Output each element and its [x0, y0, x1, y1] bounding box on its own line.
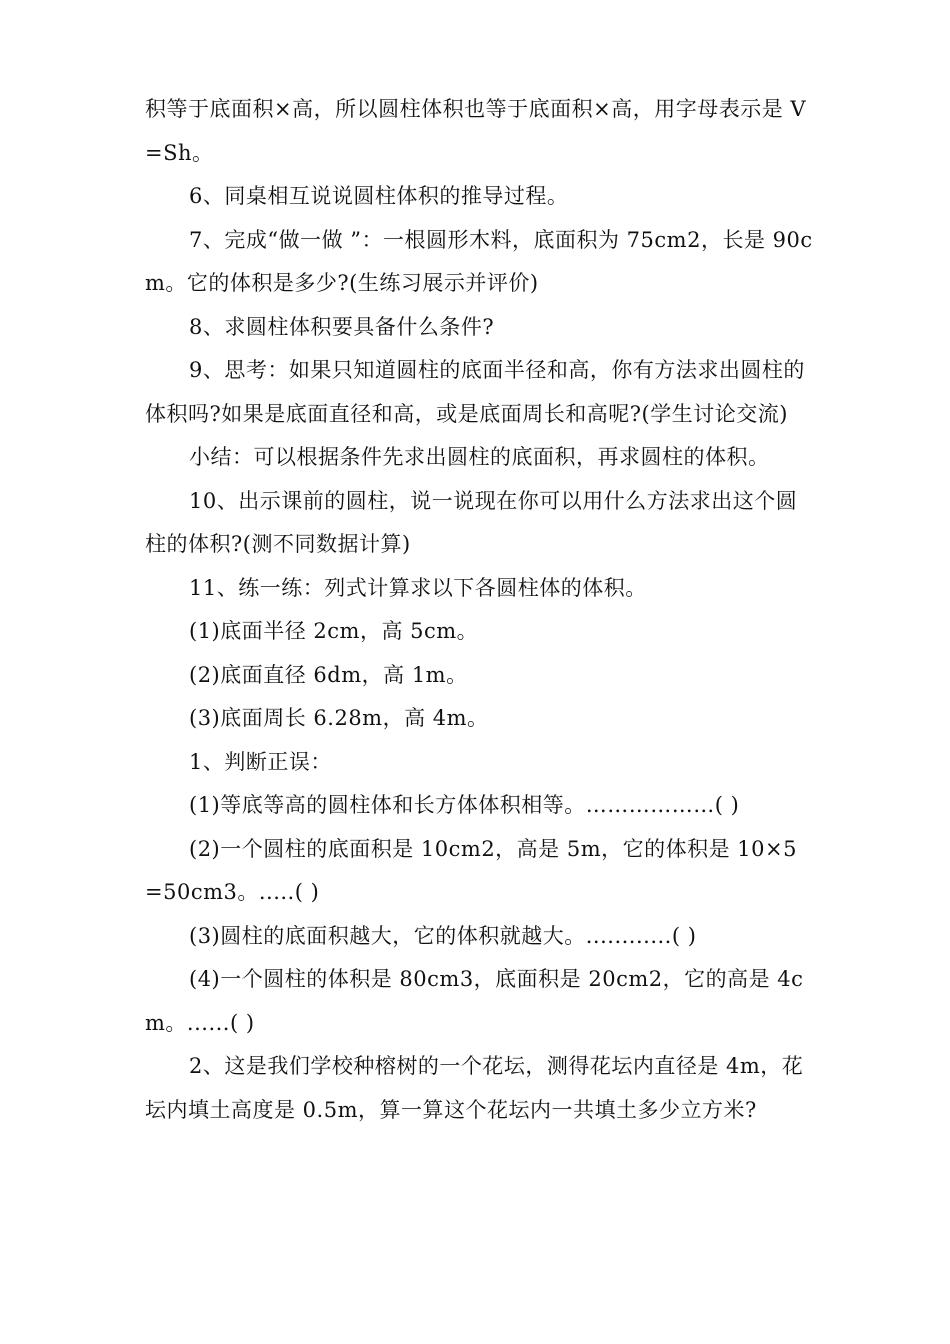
paragraph-volume-formula: 积等于底面积×高，所以圆柱体积也等于底面积×高，用字母表示是 V=Sh。 — [145, 97, 807, 165]
true-false-item-3: (3)圆柱的底面积越大，它的体积就越大。............( ) — [189, 923, 697, 948]
exercise-1: (1)底面半径 2cm，高 5cm。 — [189, 619, 479, 643]
flower-bed-problem: 2、这是我们学校种榕树的一个花坛，测得花坛内直径是 4m，花坛内填土高度是 0.5m，算一算这个花坛内一共填土多少立方米? — [145, 1054, 804, 1122]
paragraph-item-10: 10、出示课前的圆柱，说一说现在你可以用什么方法求出这个圆柱的体积?(测不同数据计算) — [145, 488, 798, 556]
true-false-heading: 1、判断正误： — [189, 749, 332, 774]
paragraph-item-11: 11、练一练：列式计算求以下各圆柱体的体积。 — [189, 575, 647, 600]
paragraph-item-8: 8、求圆柱体积要具备什么条件? — [189, 314, 495, 339]
true-false-item-1: (1)等底等高的圆柱体和长方体体积相等。………………( ) — [189, 793, 740, 817]
paragraph-summary: 小结：可以根据条件先求出圆柱的底面积，再求圆柱的体积。 — [189, 445, 770, 469]
exercise-3: (3)底面周长 6.28m，高 4m。 — [189, 706, 489, 730]
paragraph-item-6: 6、同桌相互说说圆柱体积的推导过程。 — [189, 184, 569, 208]
exercise-2: (2)底面直径 6dm，高 1m。 — [189, 662, 468, 687]
paragraph-item-7: 7、完成“做一做 ”：一根圆形木料，底面积为 75cm2，长是 90cm。它的体积是多少?(生练习展示并评价) — [145, 227, 813, 295]
true-false-item-2: (2)一个圆柱的底面积是 10cm2，高是 5m，它的体积是 10×5=50cm3。.....( ) — [145, 836, 797, 904]
paragraph-item-9: 9、思考：如果只知道圆柱的底面半径和高，你有方法求出圆柱的体积吗?如果是底面直径和高，或是底面周长和高呢?(学生讨论交流) — [145, 358, 805, 426]
true-false-item-4: (4)一个圆柱的体积是 80cm3，底面积是 20cm2，它的高是 4cm。......( ) — [145, 967, 804, 1035]
document-page — [145, 88, 813, 1132]
